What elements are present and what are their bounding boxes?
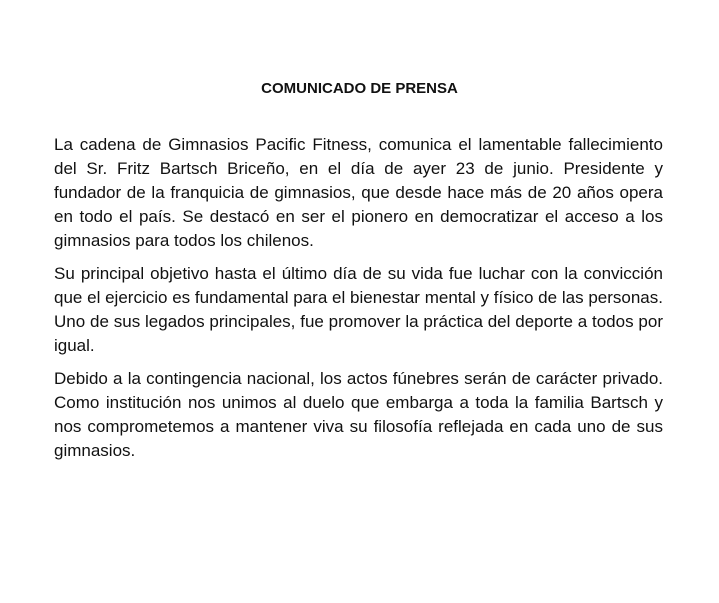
document-title: COMUNICADO DE PRENSA	[261, 80, 458, 97]
paragraph-funeral: Debido a la contingencia nacional, los actos fúnebres serán de carácter privado. Como institución nos unimos al duelo que embarga a toda la familia Bartsch y nos comprometemos a mantener viva su filosofía reflejada en cada uno de sus gimnasios.	[54, 369, 663, 460]
paragraph-announcement: La cadena de Gimnasios Pacific Fitness, comunica el lamentable fallecimiento del Sr. Fritz Bartsch Briceño, en el día de ayer 23 de junio. Presidente y fundador de la franquicia de gimnasios, que desde hace más de 20 años opera en todo el país. Se destacó en ser el pionero en democratizar el acceso a los gimnasios para todos los chilenos.	[54, 135, 663, 250]
paragraph-objective: Su principal objetivo hasta el último día de su vida fue luchar con la convicción que el ejercicio es fundamental para el bienestar mental y físico de las personas. Uno de sus legados principales, fue promover la práctica del deporte a todos por igual.	[54, 264, 663, 355]
